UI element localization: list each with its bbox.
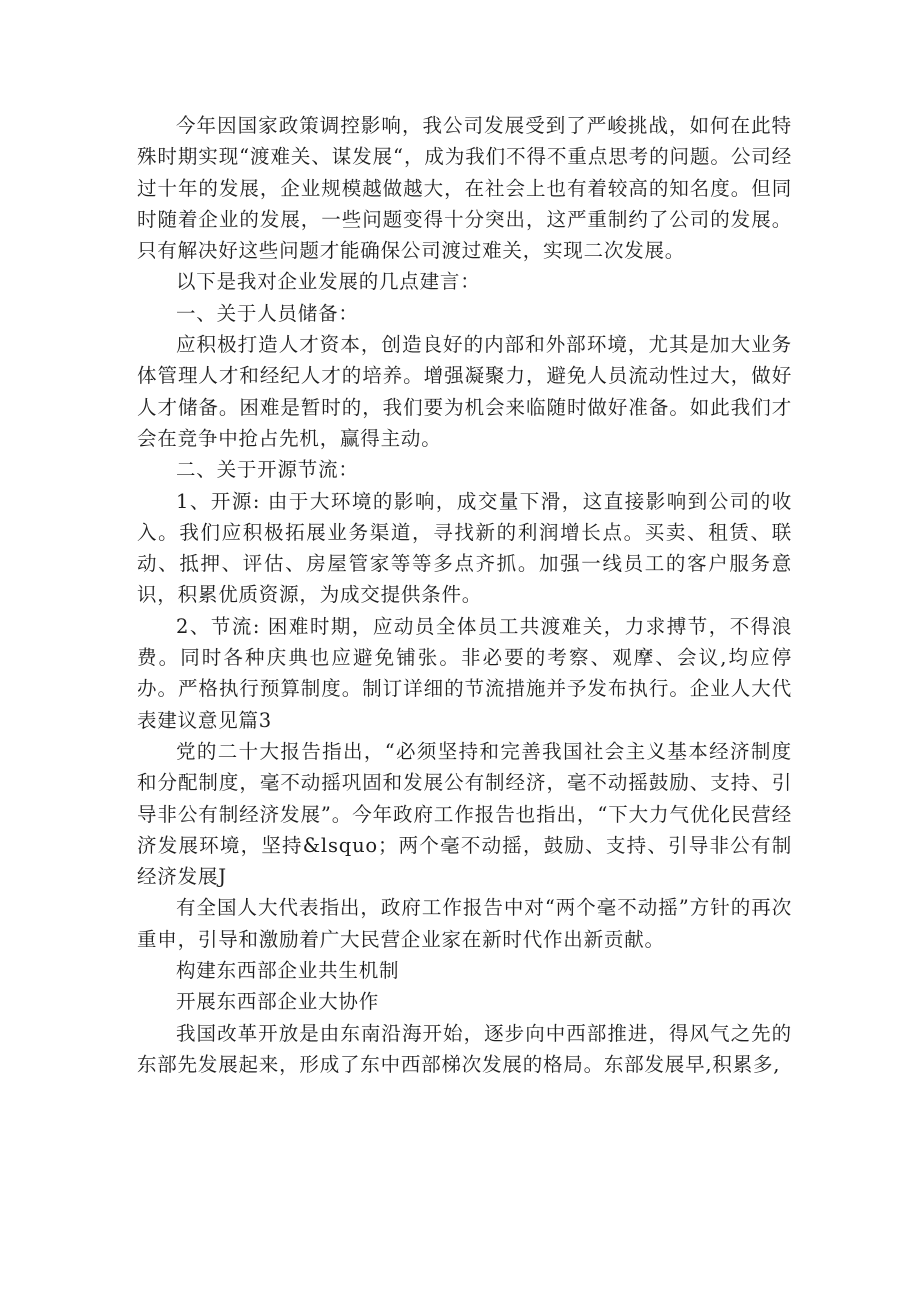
paragraph: 以下是我对企业发展的几点建言： [176,270,481,294]
document-page [137,110,792,1080]
section-heading: 开展东西部企业大协作 [176,990,380,1014]
paragraph: 党的二十大报告指出，“必须坚持和完善我国社会主义基本经济制度和分配制度，毫不动摇巩固和发展公有制经济，毫不动摇鼓励、支持、引导非公有制经济发展”。今年政府工作报告也指出，“下大力气优化民营经济发展环境，坚持&lsquo；两个毫不动摇，鼓励、支持、引导非公有制经济发展J [137,739,792,889]
section-heading: 构建东西部企业共生机制 [176,959,400,983]
section-heading: 一、关于人员储备： [176,301,359,325]
paragraph: 2、节流: 困难时期，应动员全体员工共渡难关，力求搏节，不得浪费。同时各种庆典也应避免铺张。非必要的考察、观摩、会议,均应停办。严格执行预算制度。制订详细的节流措施并予发布执行。企业人大代表建议意见篇3 [137,614,792,732]
paragraph: 1、开源: 由于大环境的影响，成交量下滑，这直接影响到公司的收入。我们应积极拓展业务渠道，寻找新的利润增长点。买卖、租赁、联动、抵押、评估、房屋管家等等多点齐抓。加强一线员工的客户服务意识，积累优质资源，为成交提供条件。 [137,489,792,607]
paragraph: 今年因国家政策调控影响，我公司发展受到了严峻挑战，如何在此特殊时期实现“渡难关、谋发展“，成为我们不得不重点思考的问题。公司经过十年的发展，企业规模越做越大，在社会上也有着较高的知名度。但同时随着企业的发展，一些问题变得十分突出，这严重制约了公司的发展。只有解决好这些问题才能确保公司渡过难关，实现二次发展。 [137,114,792,263]
paragraph: 我国改革开放是由东南沿海开始，逐步向中西部推进，得风气之先的东部先发展起来，形成了东中西部梯次发展的格局。东部发展早,积累多, [137,1021,792,1076]
paragraph: 应积极打造人才资本，创造良好的内部和外部环境，尤其是加大业务体管理人才和经纪人才的培养。增强凝聚力，避免人员流动性过大，做好人才储备。困难是暂时的，我们要为机会来临随时做好准备。如此我们才会在竞争中抢占先机，赢得主动。 [137,333,792,450]
paragraph: 有全国人大代表指出，政府工作报告中对“两个毫不动摇”方针的再次重申，引导和激励着广大民营企业家在新时代作出新贡献。 [137,896,792,951]
section-heading: 二、关于开源节流： [176,458,359,482]
